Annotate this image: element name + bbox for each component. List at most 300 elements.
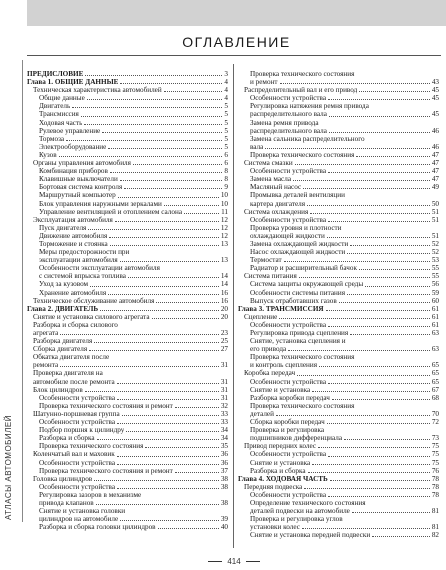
dot-leader xyxy=(100,310,219,311)
toc-entry-page: 8 xyxy=(224,175,228,184)
toc-entry-page: 65 xyxy=(431,361,439,370)
dot-leader xyxy=(59,156,223,157)
toc-entry-title: Пуск двигателя xyxy=(39,223,87,232)
toc-entry-page: 75 xyxy=(431,450,439,459)
toc-entry-page: 75 xyxy=(431,442,439,451)
header-banner xyxy=(27,0,446,26)
toc-entry-page: 46 xyxy=(431,126,439,135)
dot-leader xyxy=(85,391,219,392)
dot-leader xyxy=(328,221,430,222)
toc-entry-page: 14 xyxy=(220,272,228,281)
toc-entry-title: Проверка технического состояния xyxy=(250,353,355,362)
toc-entry-page: 31 xyxy=(220,393,228,402)
dot-leader xyxy=(279,318,429,319)
toc-entry xyxy=(238,531,439,539)
toc-entry xyxy=(27,135,228,143)
dot-leader xyxy=(122,415,219,416)
toc-entry-title: Замена охлаждающей жидкости xyxy=(250,239,349,248)
toc-entry xyxy=(238,200,439,208)
dot-leader xyxy=(120,520,219,521)
dot-leader xyxy=(110,172,223,173)
toc-entry-title: Регулировка привода сцепления xyxy=(250,329,349,337)
dot-leader xyxy=(120,180,223,181)
toc-entry xyxy=(27,240,228,248)
toc-entry-page: 16 xyxy=(220,288,228,297)
toc-entry xyxy=(238,127,439,135)
toc-entry-title: Особенности устройства xyxy=(39,458,116,467)
toc-entry-page: 5 xyxy=(224,134,228,143)
toc-entry xyxy=(27,94,228,102)
dot-leader xyxy=(60,366,219,367)
dot-leader xyxy=(372,536,430,537)
toc-entry-page: 78 xyxy=(431,474,439,483)
dot-leader xyxy=(328,172,430,173)
toc-entry xyxy=(238,167,439,175)
toc-entry-page: 5 xyxy=(224,126,228,135)
toc-entry xyxy=(238,418,439,426)
toc-entry xyxy=(27,289,228,297)
toc-entry-title: Подбор поршня к цилиндру xyxy=(39,426,125,435)
toc-entry xyxy=(238,442,439,450)
toc-entry-page: 43 xyxy=(431,78,439,87)
dot-leader xyxy=(94,342,218,343)
toc-entry-page: 47 xyxy=(431,175,439,184)
dot-leader xyxy=(145,447,218,448)
toc-entry xyxy=(238,272,439,280)
toc-entry-page: 5 xyxy=(224,102,228,111)
dot-leader xyxy=(133,164,222,165)
toc-entry-title: Разборка и сборка головки цилиндров xyxy=(39,523,156,532)
toc-entry xyxy=(27,361,228,369)
dot-leader xyxy=(319,366,430,367)
dot-leader xyxy=(89,350,219,351)
toc-entry xyxy=(27,143,228,151)
toc-entry-page: 65 xyxy=(431,369,439,378)
dot-leader xyxy=(299,277,430,278)
dot-leader xyxy=(120,83,222,84)
toc-entry-title: Особенности системы питания xyxy=(250,288,346,297)
toc-entry-page: 36 xyxy=(220,450,228,459)
toc-entry-page: 23 xyxy=(220,329,228,337)
toc-entry xyxy=(27,183,228,191)
toc-entry-title: Замена сальника распределительного xyxy=(250,134,365,143)
toc-entry xyxy=(238,305,439,313)
toc-entry-title: Проверка и регулировка xyxy=(250,426,325,435)
toc-entry-title: Особенности устройства xyxy=(250,94,327,103)
toc-entry xyxy=(238,110,439,118)
toc-entry-page: 31 xyxy=(220,377,228,386)
dot-leader xyxy=(128,277,219,278)
toc-entry xyxy=(238,459,439,467)
toc-entry-page: 20 xyxy=(220,304,228,313)
toc-entry xyxy=(238,256,439,264)
toc-entry-title: Разборка двигателя xyxy=(33,337,93,346)
toc-entry-page: 78 xyxy=(431,482,439,491)
toc-entry-title: Насос охлаждающей жидкости xyxy=(250,248,346,257)
toc-entry-page: 82 xyxy=(431,531,439,540)
toc-entry-page: 25 xyxy=(220,337,228,346)
toc-entry-title: Блок цилиндров xyxy=(33,385,83,394)
toc-entry xyxy=(27,191,228,199)
dot-leader xyxy=(109,237,218,238)
toc-entry xyxy=(27,386,228,394)
toc-entry xyxy=(27,86,228,94)
toc-entry-title: Определение технического состояния xyxy=(250,498,366,507)
toc-entry xyxy=(27,491,228,499)
toc-entry-title: установки колес xyxy=(250,523,300,532)
toc-entry-title: Особенности устройства xyxy=(250,215,327,224)
toc-entry xyxy=(238,394,439,402)
toc-entry xyxy=(27,402,228,410)
toc-entry-title: Шатунно-поршневая группа xyxy=(33,409,120,418)
toc-entry-title: Снятие и установка xyxy=(250,385,311,394)
toc-entry-title: Снятие и установка передней подвески xyxy=(250,531,371,540)
toc-entry xyxy=(238,313,439,321)
toc-entry-page: 75 xyxy=(431,458,439,467)
toc-entry xyxy=(27,313,228,321)
dot-leader xyxy=(60,334,219,335)
page-title: ОГЛАВЛЕНИЕ xyxy=(182,34,291,50)
toc-entry-title: Ходовая часть xyxy=(39,118,83,127)
dot-leader xyxy=(304,488,429,489)
toc-entry-title: агрегата xyxy=(33,329,59,337)
toc-entry-page: 56 xyxy=(431,280,439,289)
dot-leader xyxy=(347,294,430,295)
dot-leader xyxy=(276,415,430,416)
toc-entry-page: 38 xyxy=(220,474,228,483)
toc-entry-title: Снятие и установка силового агрегата xyxy=(33,312,150,321)
toc-entry xyxy=(27,394,228,402)
toc-entry-title: Глава 3. ТРАНСМИССИЯ xyxy=(238,304,324,313)
toc-entry xyxy=(27,272,228,280)
dot-leader xyxy=(97,439,219,440)
toc-entry-page: 20 xyxy=(220,312,228,321)
toc-entry xyxy=(238,264,439,272)
toc-entry-page: 5 xyxy=(224,118,228,127)
toc-entry-title: Проверка двигателя на xyxy=(33,369,103,378)
toc-entry-title: Регулировка натяжения ремня привода xyxy=(250,102,369,111)
dot-leader xyxy=(126,431,218,432)
page-number: 414 xyxy=(27,557,441,566)
toc-entry-title: Особенности устройства xyxy=(39,393,116,402)
dot-leader xyxy=(87,99,223,100)
toc-entry-title: Особенности устройства xyxy=(39,482,116,491)
dot-leader xyxy=(280,83,430,84)
toc-entry-page: 27 xyxy=(220,345,228,354)
toc-entry xyxy=(238,280,439,288)
toc-entry-page: 47 xyxy=(431,150,439,159)
dot-leader xyxy=(156,302,218,303)
toc-entry-title: Система охлаждения xyxy=(244,207,309,216)
toc-entry-page: 4 xyxy=(224,78,228,87)
dot-leader xyxy=(327,423,430,424)
toc-entry xyxy=(238,86,439,94)
toc-entry xyxy=(27,167,228,175)
toc-entry-title: Замена ремня привода xyxy=(250,118,319,127)
toc-entry xyxy=(238,434,439,442)
toc-entry xyxy=(27,337,228,345)
dot-leader xyxy=(297,375,430,376)
toc-entry xyxy=(238,337,439,345)
toc-entry xyxy=(238,191,439,199)
toc-entry-title: Движение автомобиля xyxy=(39,231,108,240)
toc-entry-title: Система смазки xyxy=(244,159,293,168)
toc-entry xyxy=(27,434,228,442)
toc-entry-title: автомобиле после ремонта xyxy=(33,377,115,386)
toc-entry-page: 10 xyxy=(220,191,228,200)
dot-leader xyxy=(120,261,219,262)
toc-entry-title: с системой впрыска топлива xyxy=(39,272,126,281)
toc-entry xyxy=(238,353,439,361)
toc-entry-page: 34 xyxy=(220,426,228,435)
dot-leader xyxy=(359,91,430,92)
toc-entry-page: 50 xyxy=(431,199,439,208)
toc-entry-page: 40 xyxy=(220,523,228,532)
toc-entry-title: Общие данные xyxy=(39,94,85,103)
toc-entry-title: охлаждающей жидкости xyxy=(250,231,325,240)
toc-entry-title: Разборка и сборка xyxy=(250,466,306,475)
toc-entry xyxy=(238,70,439,78)
toc-entry xyxy=(238,78,439,86)
toc-entry-page: 5 xyxy=(224,110,228,119)
toc-entry-title: Разборка и сборка xyxy=(39,434,95,443)
toc-entry-title: распределительного вала xyxy=(250,110,327,119)
toc-entry-title: Снятие и установка головки xyxy=(39,507,126,516)
toc-entry-page: 81 xyxy=(431,507,439,516)
toc-entry-title: Блок управления наружными зеркалами xyxy=(39,199,162,208)
toc-entry-page: 9 xyxy=(224,183,228,192)
toc-entry-title: Управление вентиляцией и отоплением салона xyxy=(39,207,183,216)
toc-entry-title: Особенности устройства xyxy=(250,377,327,386)
toc-entry xyxy=(27,127,228,135)
dot-leader xyxy=(330,480,430,481)
toc-entry xyxy=(27,297,228,305)
toc-entry xyxy=(238,94,439,102)
toc-entry xyxy=(238,402,439,410)
toc-entry xyxy=(238,297,439,305)
toc-entry xyxy=(238,523,439,531)
toc-entry xyxy=(238,515,439,523)
dot-leader xyxy=(88,229,218,230)
toc-entry-title: Коробка передач xyxy=(244,369,296,378)
toc-entry-page: 12 xyxy=(220,223,228,232)
dot-leader xyxy=(312,391,430,392)
toc-entry xyxy=(27,200,228,208)
dot-leader xyxy=(85,75,222,76)
dot-leader xyxy=(326,310,430,311)
toc-entry xyxy=(27,426,228,434)
toc-entry-page: 33 xyxy=(220,409,228,418)
toc-entry xyxy=(238,386,439,394)
toc-entry-title: Глава 2. ДВИГАТЕЛЬ xyxy=(27,304,99,313)
dot-leader xyxy=(344,439,430,440)
toc-entry xyxy=(238,483,439,491)
toc-entry xyxy=(238,224,439,232)
toc-entry-title: Проверка технического состояния и ремонт xyxy=(39,401,173,410)
dot-leader xyxy=(303,188,430,189)
toc-entry xyxy=(238,467,439,475)
toc-entry-page: 46 xyxy=(431,142,439,151)
toc-entry xyxy=(27,442,228,450)
column-divider xyxy=(233,64,234,548)
toc-entry-page: 59 xyxy=(431,288,439,297)
dot-leader xyxy=(164,205,219,206)
toc-entry-page: 36 xyxy=(220,458,228,467)
dot-leader xyxy=(175,407,219,408)
toc-entry-title: распределительного вала xyxy=(250,126,327,135)
dot-leader xyxy=(352,512,430,513)
toc-entry xyxy=(238,240,439,248)
toc-entry-title: Проверка технического состояния xyxy=(250,70,355,78)
dot-leader xyxy=(329,132,430,133)
toc-entry-page: 45 xyxy=(431,110,439,119)
dot-leader xyxy=(72,107,222,108)
dot-leader xyxy=(108,294,219,295)
toc-entry-title: эксплуатации автомобиля xyxy=(39,256,118,265)
toc-entry-page: 45 xyxy=(431,94,439,103)
toc-entry-title: деталей xyxy=(250,409,274,418)
toc-entry-title: его привода xyxy=(250,345,287,354)
toc-entry xyxy=(27,208,228,216)
dot-leader xyxy=(356,156,429,157)
toc-entry xyxy=(27,175,228,183)
toc-entry-title: Снятие и установка xyxy=(250,458,311,467)
toc-entry-title: Масляный насос xyxy=(250,183,302,192)
toc-entry xyxy=(27,475,228,483)
toc-entry xyxy=(27,256,228,264)
toc-entry-title: Меры предосторожности при xyxy=(39,248,130,257)
toc-entry-page: 12 xyxy=(220,215,228,224)
toc-entry xyxy=(27,102,228,110)
dot-leader xyxy=(102,132,222,133)
dot-leader xyxy=(329,116,430,117)
toc-entry-page: 8 xyxy=(224,167,228,176)
dot-leader xyxy=(84,124,222,125)
toc-entry-title: Клавишные выключатели xyxy=(39,175,118,184)
toc-entry-page: 65 xyxy=(431,377,439,386)
dot-leader xyxy=(117,383,219,384)
toc-entry-title: привода клапанов xyxy=(39,498,94,507)
dot-leader xyxy=(308,472,430,473)
toc-entry xyxy=(238,345,439,353)
toc-entry-title: Проверка технического состояния xyxy=(250,150,355,159)
toc-entry-title: и ремонт xyxy=(250,78,278,87)
toc-entry-title: Промывка деталей вентиляции xyxy=(250,191,345,200)
toc-entry xyxy=(27,248,228,256)
dot-leader xyxy=(359,269,430,270)
dot-leader xyxy=(302,528,430,529)
toc-entry-title: Особенности устройства xyxy=(250,490,327,499)
toc-entry-title: Головка цилиндров xyxy=(33,474,93,483)
toc-entry-page: 51 xyxy=(431,231,439,240)
toc-entry-title: Глава 1. ОБЩИЕ ДАННЫЕ xyxy=(27,78,119,87)
toc-entry-page: 6 xyxy=(224,150,228,159)
toc-entry xyxy=(238,329,439,337)
toc-entry-page: 14 xyxy=(220,280,228,289)
toc-entry xyxy=(238,159,439,167)
toc-entry xyxy=(238,248,439,256)
toc-entry xyxy=(238,143,439,151)
toc-entry xyxy=(238,321,439,329)
toc-entry xyxy=(27,232,228,240)
toc-entry-title: Сцепление xyxy=(244,312,278,321)
toc-entry xyxy=(238,151,439,159)
dot-leader xyxy=(117,399,219,400)
toc-entry-title: Особенности устройства xyxy=(250,320,327,329)
toc-right-column xyxy=(238,70,439,556)
toc-entry xyxy=(238,208,439,216)
toc-entry-title: подшипников дифференциала xyxy=(250,434,343,443)
toc-entry xyxy=(238,135,439,143)
toc-entry xyxy=(27,305,228,313)
title-underline xyxy=(27,55,441,56)
toc-entry-page: 12 xyxy=(220,231,228,240)
dot-leader xyxy=(295,164,430,165)
toc-entry-page: 39 xyxy=(220,515,228,524)
toc-entry-title: Особенности устройства xyxy=(39,418,116,427)
toc-entry-page: 76 xyxy=(431,466,439,475)
toc-entry-page: 68 xyxy=(431,393,439,402)
dot-leader xyxy=(184,213,219,214)
toc-entry-page: 38 xyxy=(220,482,228,491)
toc-entry-page: 63 xyxy=(431,345,439,354)
toc-entry-page: 61 xyxy=(431,304,439,313)
toc-entry-title: Проверка технического состояния xyxy=(250,401,355,410)
dot-leader xyxy=(81,116,223,117)
toc-entry-page: 78 xyxy=(431,490,439,499)
toc-entry-title: Проверка и регулировка углов xyxy=(250,515,343,524)
toc-entry-title: Разборка коробки передач xyxy=(250,393,330,402)
toc-entry-page: 16 xyxy=(220,296,228,305)
toc-entry xyxy=(27,450,228,458)
toc-entry-page: 55 xyxy=(431,272,439,281)
toc-entry-page: 55 xyxy=(431,264,439,273)
toc-entry xyxy=(27,507,228,515)
toc-entry-page: 13 xyxy=(220,239,228,248)
toc-entry xyxy=(27,459,228,467)
toc-entry xyxy=(238,119,439,127)
toc-entry xyxy=(27,369,228,377)
toc-entry-page: 45 xyxy=(431,86,439,95)
toc-entry-page: 81 xyxy=(431,523,439,532)
toc-entry-title: Техническая характеристика автомобилей xyxy=(33,86,162,95)
dot-leader xyxy=(117,456,219,457)
toc-entry-page: 10 xyxy=(220,199,228,208)
toc-entry-title: Разборка и сборка силового xyxy=(33,320,118,329)
toc-entry-page: 61 xyxy=(431,320,439,329)
dot-leader xyxy=(117,423,219,424)
toc-entry-page: 70 xyxy=(431,409,439,418)
toc-entry-page: 33 xyxy=(220,418,228,427)
toc-entry-title: Сборка двигателя xyxy=(33,345,88,354)
toc-entry-title: Проверка технического состояния и ремонт xyxy=(39,466,173,475)
toc-entry-page: 13 xyxy=(220,256,228,265)
toc-entry-title: Маршрутный компьютер xyxy=(39,191,116,200)
toc-entry xyxy=(238,183,439,191)
toc-entry-title: Система защиты окружающей среды xyxy=(250,280,364,289)
toc-entry xyxy=(27,329,228,337)
toc-entry xyxy=(27,523,228,531)
toc-entry-page: 3 xyxy=(224,70,228,78)
toc-entry xyxy=(238,410,439,418)
toc-entry xyxy=(238,450,439,458)
dot-leader xyxy=(327,237,430,238)
toc-entry xyxy=(27,410,228,418)
toc-entry-page: 51 xyxy=(431,207,439,216)
dot-leader xyxy=(90,286,219,287)
toc-entry-page: 11 xyxy=(221,207,228,216)
dot-leader xyxy=(152,318,219,319)
